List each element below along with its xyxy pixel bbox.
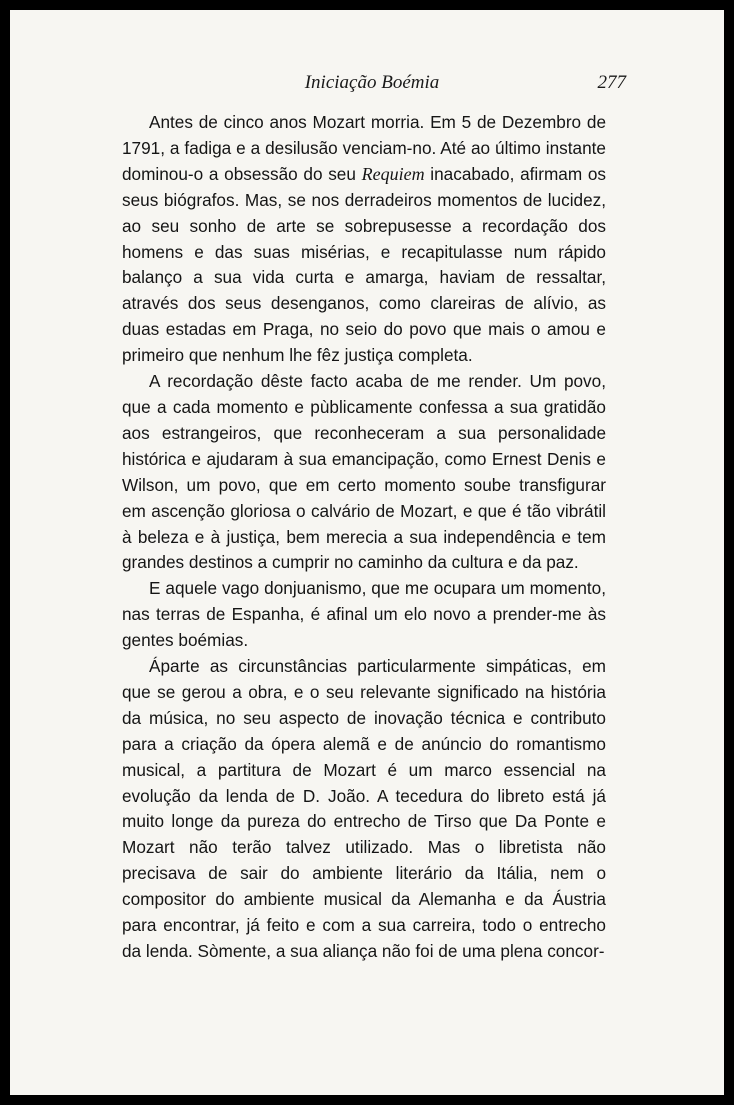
running-title: Iniciação Boémia <box>304 72 440 93</box>
paragraph-1-text-before: Antes de cinco anos Mozart morria. Em 5 de Dezembro de 1791, a fadiga e a desilusão venciam-no. Até ao último instante dominou-o a obsessão do seu <box>122 112 606 184</box>
paragraph-1 <box>122 110 606 369</box>
page-number: 277 <box>597 72 626 93</box>
paragraph-1-emphasis: Requiem <box>361 163 425 184</box>
body-text <box>122 110 606 965</box>
paragraph-2: A recordação dêste facto acaba de me render. Um povo, que a cada momento e pùblicamente confessa a sua gratidão aos estrangeiros, que reconheceram a sua personalidade histórica e ajudaram à sua emancipação, como Ernest Denis e Wilson, um povo, que em certo momento soube transfigurar em ascenção gloriosa o calvário de Mozart, e que é tão vibrátil à beleza e à justiça, bem merecia a sua independência e tem grandes destinos a cumprir no caminho da cultura e da paz. <box>122 371 606 573</box>
paragraph-1-text-after: inacabado, afirmam os seus biógrafos. Mas, se nos derradeiros momentos de lucidez, ao seu sonho de arte se sobrepusesse a recordação dos homens e das suas misérias, e recapitulasse num rápido balanço a sua vida curta e amarga, haviam de ressaltar, através dos seus desenganos, como clareiras de alívio, as duas estadas em Praga, no seio do povo que mais o amou e primeiro que nenhum lhe fêz justiça completa. <box>122 163 606 366</box>
page-header <box>118 72 626 100</box>
paragraph-3: E aquele vago donjuanismo, que me ocupara um momento, nas terras de Espanha, é afinal um elo novo a prender-me às gentes boémias. <box>122 578 606 651</box>
book-page <box>10 10 724 1095</box>
paragraph-4: Áparte as circunstâncias particularmente simpáticas, em que se gerou a obra, e o seu relevante significado na história da música, no seu aspecto de inovação técnica e contributo para a criação da ópera alemã e de anúncio do romantismo musical, a partitura de Mozart é um marco essencial na evolução da lenda de D. João. A tecedura do libreto está já muito longe da pureza do entrecho de Tirso que Da Ponte e Mozart não terão talvez utilizado. Mas o libretista não precisava de sair do ambiente literário da Itália, nem o compositor do ambiente musical da Alemanha e da Áustria para encontrar, já feito e com a sua carreira, todo o entrecho da lenda. Sòmente, a sua aliança não foi de uma plena concor- <box>122 656 606 961</box>
